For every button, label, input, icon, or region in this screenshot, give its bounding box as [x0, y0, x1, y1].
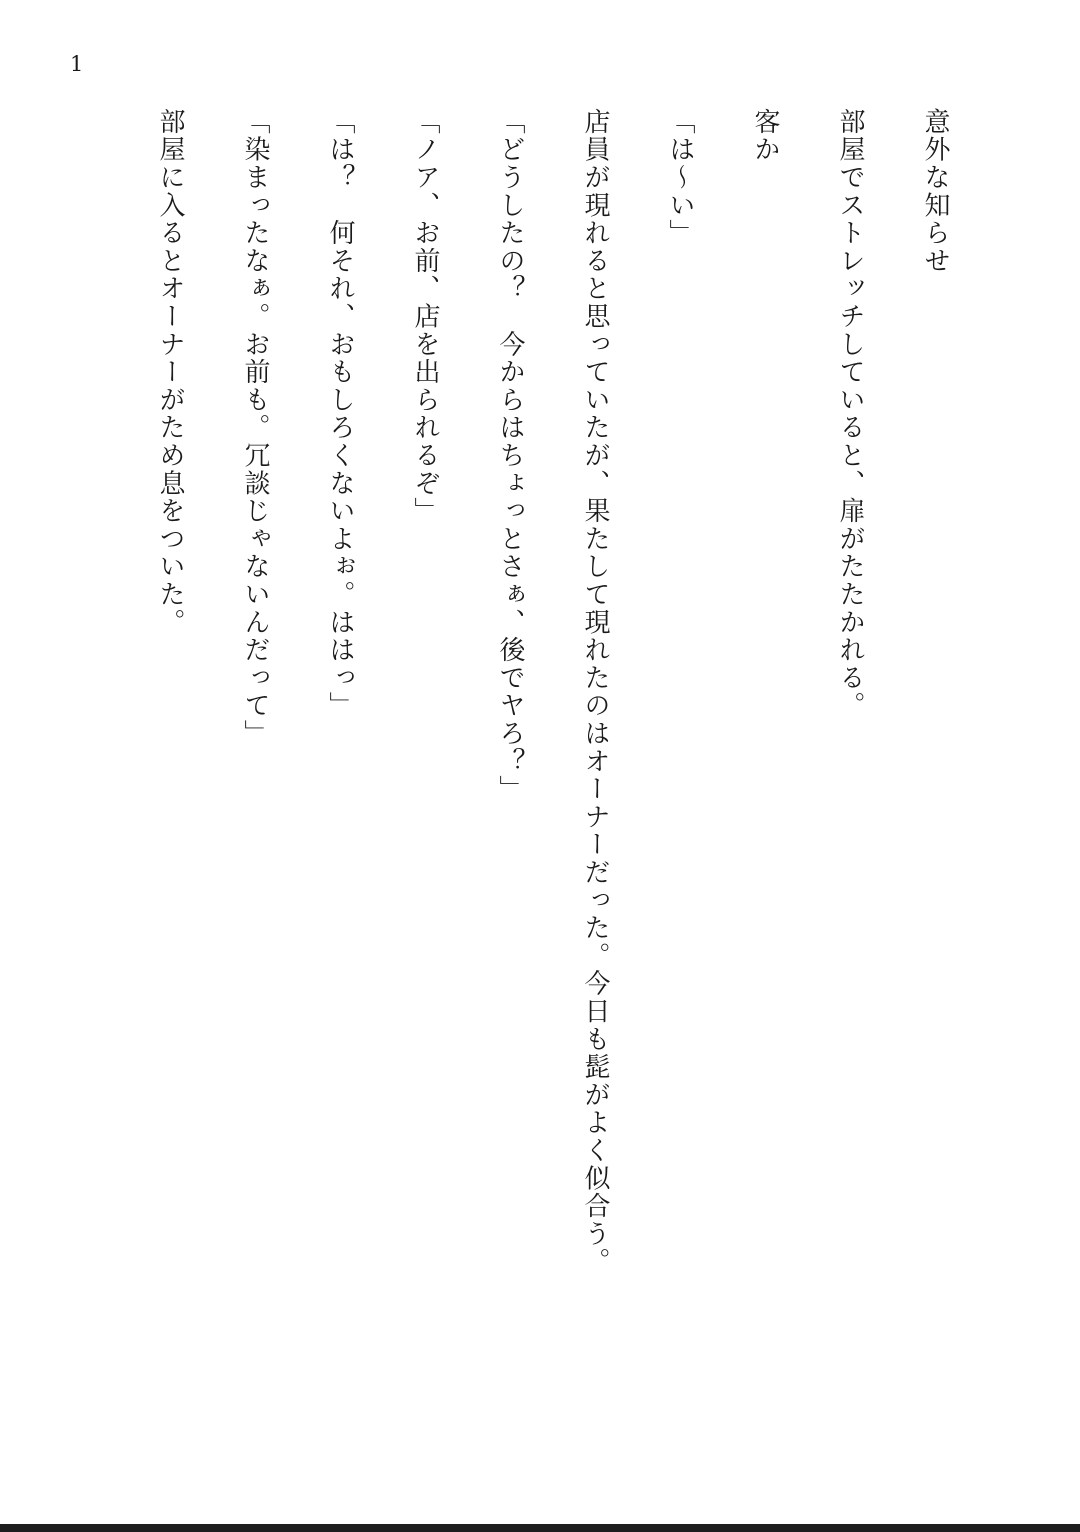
text-line-heading: 意外な知らせ: [920, 108, 950, 275]
text-line: 客か: [750, 108, 780, 164]
text-line-dialogue: 「どうしたの？ 今からはちょっとさぁ、後でヤろ？」: [495, 108, 525, 803]
vertical-text-block: [98, 108, 948, 1468]
bottom-bar: [0, 1524, 1080, 1532]
text-line-dialogue: 「は？ 何それ、おもしろくないよぉ。ははっ」: [325, 108, 355, 720]
text-line: 店員が現れると思っていたが、果たして現れたのはオーナーだった。今日も髭がよく似合う。: [580, 108, 610, 1276]
text-line-dialogue: 「は〜い」: [665, 108, 695, 247]
text-line: 部屋でストレッチしていると、扉がたたかれる。: [835, 108, 865, 720]
text-line: 部屋に入るとオーナーがため息をついた。: [155, 108, 185, 637]
page-number: 1: [70, 52, 84, 76]
text-line-dialogue: 「染まったなぁ。お前も。冗談じゃないんだって」: [240, 108, 270, 748]
text-line-dialogue: 「ノア、お前、店を出られるぞ」: [410, 108, 440, 525]
